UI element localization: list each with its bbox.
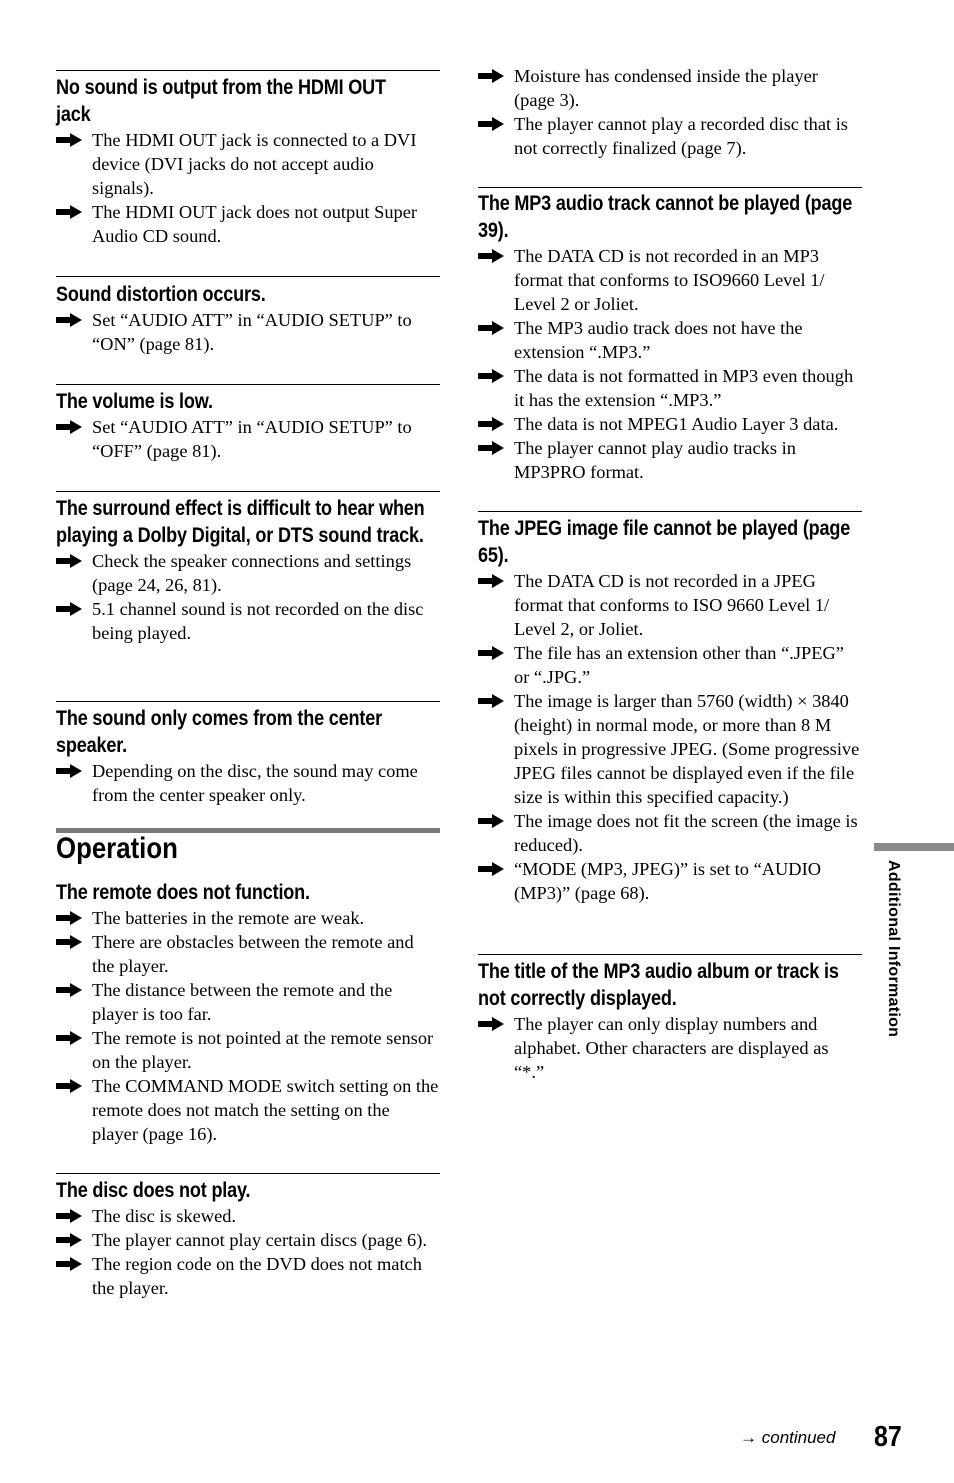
- list-item: The disc is skewed.: [56, 1204, 440, 1228]
- section-heading: The sound only comes from the center speaker.: [56, 707, 382, 757]
- section-surround-effect: [56, 491, 440, 645]
- arrow-icon: [478, 117, 504, 131]
- arrow-icon: [478, 321, 504, 335]
- arrow-icon: [478, 369, 504, 383]
- section-heading: The MP3 audio track cannot be played (page 39).: [478, 192, 853, 242]
- arrow-icon: [478, 249, 504, 263]
- list-item: 5.1 channel sound is not recorded on the disc being played.: [56, 597, 440, 645]
- list-item: The DATA CD is not recorded in a JPEG format that conforms to ISO 9660 Level 1/ Level 2, or Joliet.: [478, 569, 862, 641]
- operation-title: Operation: [56, 832, 178, 865]
- section-continued-items: [478, 64, 862, 160]
- arrow-icon: [56, 420, 82, 434]
- arrow-icon: [478, 441, 504, 455]
- section-disc-not-play: [56, 1173, 440, 1300]
- arrow-icon: [56, 1257, 82, 1271]
- section-mp3-title-display: [478, 954, 862, 1084]
- arrow-icon: [56, 1209, 82, 1223]
- list-item: The COMMAND MODE switch setting on the remote does not match the setting on the player (page 16).: [56, 1074, 440, 1146]
- side-tab-label: Additional Information: [885, 860, 902, 1038]
- list-item: Moisture has condensed inside the player (page 3).: [478, 64, 862, 112]
- list-item: The player cannot play certain discs (page 6).: [56, 1228, 440, 1252]
- section-volume-low: [56, 384, 440, 463]
- list-item: The region code on the DVD does not match the player.: [56, 1252, 440, 1300]
- list-item: Check the speaker connections and settings (page 24, 26, 81).: [56, 549, 440, 597]
- section-heading: Sound distortion occurs.: [56, 283, 266, 306]
- section-mp3-not-play: [478, 187, 862, 484]
- arrow-icon: [56, 133, 82, 147]
- list-item: The image is larger than 5760 (width) × 3840 (height) in normal mode, or more than 8 M pixels in progressive JPEG. (Some progressive JPEG files cannot be displayed even if the file size is within this specified capacity.): [478, 689, 862, 809]
- arrow-icon: [478, 646, 504, 660]
- arrow-icon: [478, 574, 504, 588]
- arrow-icon: [56, 554, 82, 568]
- section-center-speaker: [56, 701, 440, 807]
- page-number: 87: [874, 1421, 902, 1453]
- list-item: The HDMI OUT jack is connected to a DVI device (DVI jacks do not accept audio signals).: [56, 128, 440, 200]
- section-hdmi-no-sound: [56, 70, 440, 248]
- section-heading: The remote does not function.: [56, 881, 310, 904]
- section-heading: The disc does not play.: [56, 1179, 251, 1202]
- list-item: Set “AUDIO ATT” in “AUDIO SETUP” to “OFF” (page 81).: [56, 415, 440, 463]
- list-item: Depending on the disc, the sound may come from the center speaker only.: [56, 759, 440, 807]
- section-heading: No sound is output from the HDMI OUT jack: [56, 76, 386, 126]
- section-heading: The title of the MP3 audio album or track is not correctly displayed.: [478, 960, 839, 1010]
- arrow-icon: [56, 1079, 82, 1093]
- section-jpeg-not-play: [478, 511, 862, 905]
- arrow-icon: [478, 417, 504, 431]
- list-item: The file has an extension other than “.JPEG” or “.JPG.”: [478, 641, 862, 689]
- arrow-icon: [478, 694, 504, 708]
- continued-label: → continued: [740, 1428, 836, 1447]
- list-item: Set “AUDIO ATT” in “AUDIO SETUP” to “ON” (page 81).: [56, 308, 440, 356]
- arrow-icon: [478, 69, 504, 83]
- list-item: The HDMI OUT jack does not output Super Audio CD sound.: [56, 200, 440, 248]
- arrow-icon: [56, 313, 82, 327]
- list-item: The remote is not pointed at the remote sensor on the player.: [56, 1026, 440, 1074]
- arrow-icon: [56, 205, 82, 219]
- section-heading: The JPEG image file cannot be played (page 65).: [478, 517, 851, 567]
- arrow-icon: [478, 1017, 504, 1031]
- list-item: The data is not MPEG1 Audio Layer 3 data.: [478, 412, 862, 436]
- list-item: The image does not fit the screen (the image is reduced).: [478, 809, 862, 857]
- arrow-right-icon: →: [740, 1428, 757, 1447]
- arrow-icon: [478, 814, 504, 828]
- list-item: The distance between the remote and the player is too far.: [56, 978, 440, 1026]
- list-item: The MP3 audio track does not have the extension “.MP3.”: [478, 316, 862, 364]
- list-item: The DATA CD is not recorded in an MP3 format that conforms to ISO9660 Level 1/ Level 2 or Joliet.: [478, 244, 862, 316]
- side-tab-bar: [874, 843, 954, 851]
- section-remote: [56, 879, 440, 1146]
- arrow-icon: [56, 1233, 82, 1247]
- arrow-icon: [56, 764, 82, 778]
- list-item: “MODE (MP3, JPEG)” is set to “AUDIO (MP3)” (page 68).: [478, 857, 862, 905]
- arrow-icon: [56, 983, 82, 997]
- list-item: There are obstacles between the remote and the player.: [56, 930, 440, 978]
- list-item: The data is not formatted in MP3 even though it has the extension “.MP3.”: [478, 364, 862, 412]
- list-item: The player cannot play audio tracks in MP3PRO format.: [478, 436, 862, 484]
- section-sound-distortion: [56, 276, 440, 356]
- list-item: The batteries in the remote are weak.: [56, 906, 440, 930]
- arrow-icon: [56, 935, 82, 949]
- list-item: The player can only display numbers and alphabet. Other characters are displayed as “*.”: [478, 1012, 862, 1084]
- arrow-icon: [56, 911, 82, 925]
- section-heading: The volume is low.: [56, 390, 213, 413]
- arrow-icon: [478, 862, 504, 876]
- arrow-icon: [56, 1031, 82, 1045]
- section-heading: The surround effect is difficult to hear when playing a Dolby Digital, or DTS sound track.: [56, 497, 425, 547]
- list-item: The player cannot play a recorded disc that is not correctly finalized (page 7).: [478, 112, 862, 160]
- arrow-icon: [56, 602, 82, 616]
